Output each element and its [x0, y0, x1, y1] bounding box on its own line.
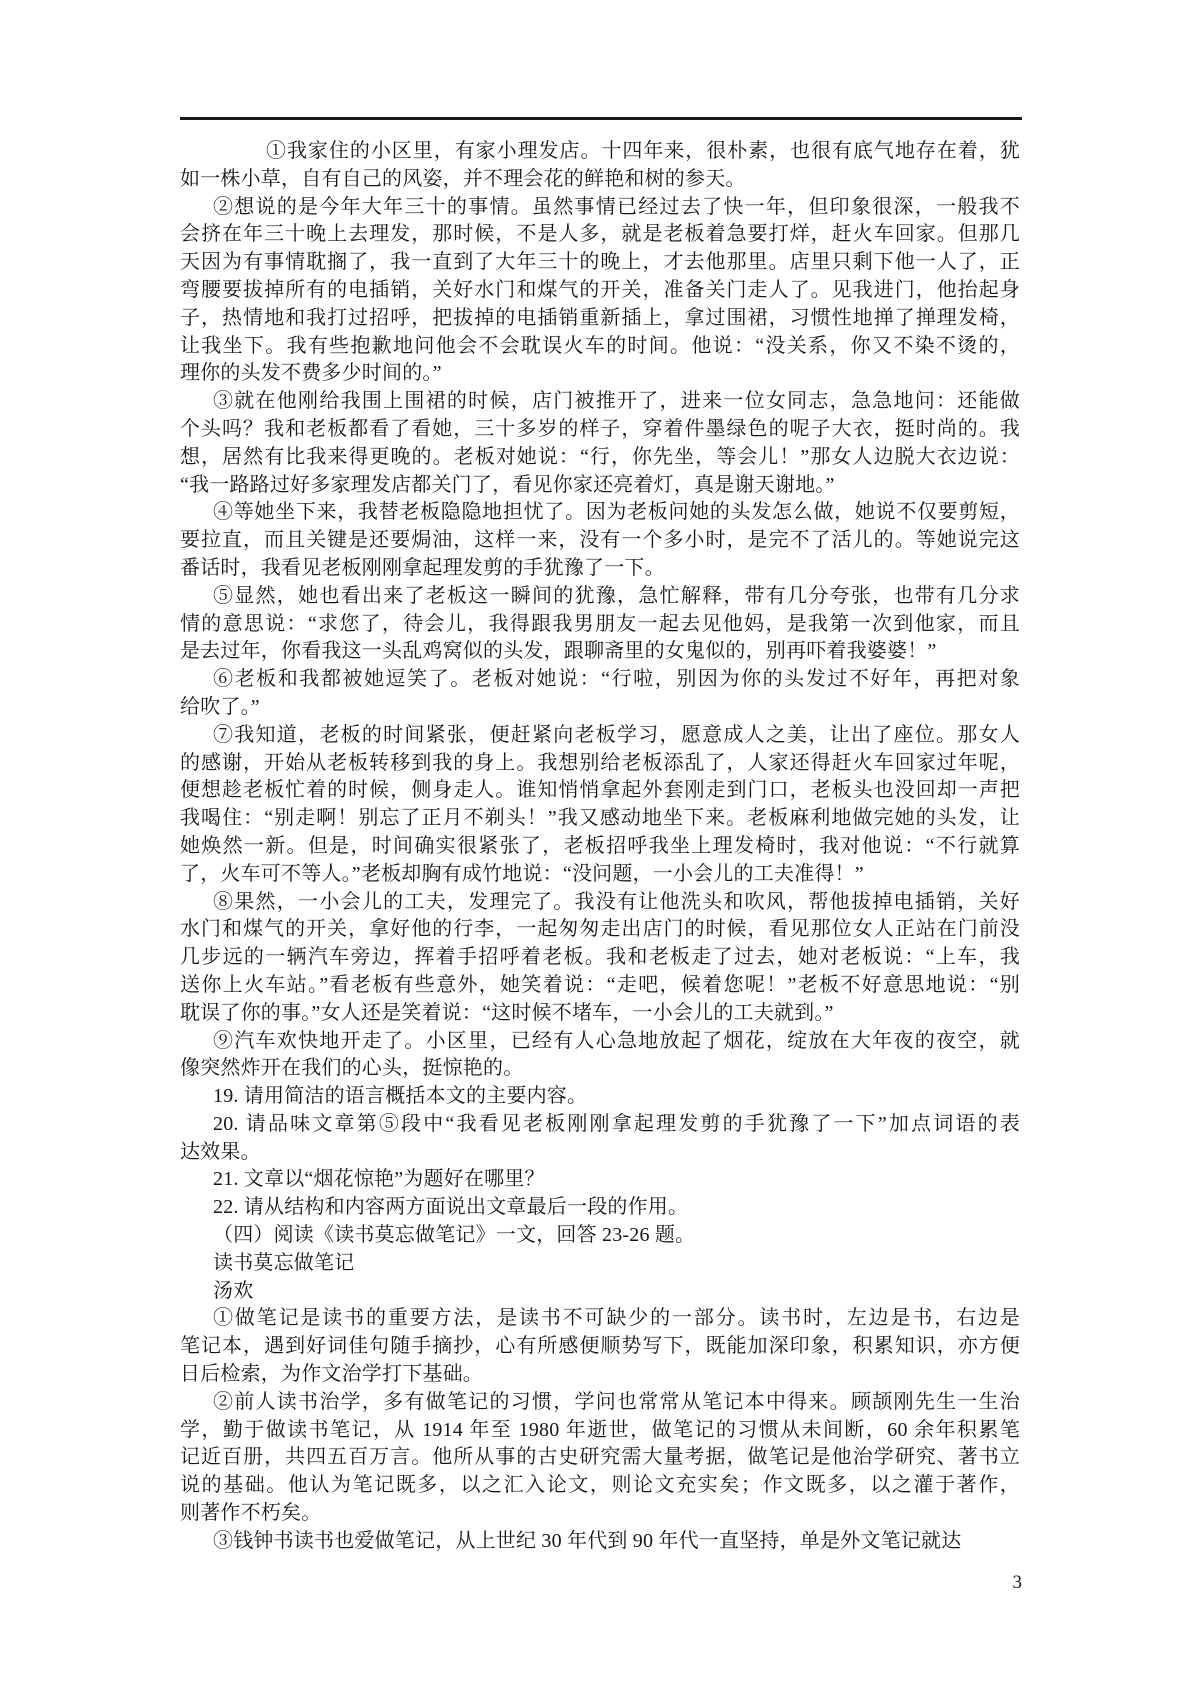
text-line: 个头吗？我和老板都看了看她，三十多岁的样子，穿着件墨绿色的呢子大衣，挺时尚的。我 — [180, 417, 1020, 440]
text-line: 像突然炸开在我们的心头，挺惊艳的。 — [180, 1057, 524, 1080]
text-line: ⑥老板和我都被她逗笑了。老板对她说：“行啦，别因为你的头发过不好年，再把对象 — [213, 668, 1020, 691]
text-line: 达效果。 — [180, 1140, 261, 1163]
text-line: 情的意思说：“求您了，待会儿，我得跟我男朋友一起去见他妈，是我第一次到他家，而且 — [180, 612, 1020, 635]
text-line: 给吹了。” — [180, 695, 260, 718]
text-line: 会挤在年三十晚上去理发，那时候，不是人多，就是老板着急要打烊，赶火车回家。但那几 — [180, 223, 1020, 246]
text-line: 的感谢，开始从老板转移到我的身上。我想别给老板添乱了，人家还得赶火车回家过年呢， — [180, 751, 1020, 774]
text-line: 理你的头发不费多少时间的。” — [180, 362, 442, 385]
text-line: 让我坐下。我有些抱歉地问他会不会耽误火车的时间。他说：“没关系，你又不染不烫的， — [180, 334, 1020, 357]
text-line: 水门和煤气的开关，拿好他的行李，一起匆匆走出店门的时候，看见那位女人正站在门前没 — [180, 918, 1020, 941]
text-line: 送你上火车站。”看老板有些意外，她笑着说：“走吧，候着您呢！”老板不好意思地说：“别 — [180, 973, 1020, 996]
text-line: 22. 请从结构和内容两方面说出文章最后一段的作用。 — [213, 1196, 689, 1219]
text-line: 说的基础。他认为笔记既多，以之汇入论文，则论文充实矣；作文既多，以之灌于著作， — [180, 1474, 1020, 1497]
text-line: 弯腰要拔掉所有的电插销，关好水门和煤气的开关，准备关门走人了。见我进门，他抬起身 — [180, 278, 1020, 301]
text-line: 则著作不朽矣。 — [180, 1502, 322, 1525]
text-line: ③钱钟书读书也爱做笔记，从上世纪 30 年代到 90 年代一直坚持，单是外文笔记就达 — [213, 1529, 962, 1552]
text-line: 她焕然一新。但是，时间确实很紧张了，老板招呼我坐上理发椅时，我对他说：“不行就算 — [180, 834, 1020, 857]
text-line: （四）阅读《读书莫忘做笔记》一文，回答 23-26 题。 — [213, 1224, 696, 1247]
text-line: ①做笔记是读书的重要方法，是读书不可缺少的一部分。读书时，左边是书，右边是 — [213, 1307, 1020, 1330]
text-line: ②前人读书治学，多有做笔记的习惯，学问也常常从笔记本中得来。顾颉刚先生一生治 — [213, 1390, 1020, 1413]
header-rule — [180, 117, 1022, 120]
text-line: 学，勤于做读书笔记，从 1914 年至 1980 年逝世，做笔记的习惯从未间断，60 余年积累笔 — [180, 1418, 1020, 1441]
text-line: ②想说的是今年大年三十的事情。虽然事情已经过去了快一年，但印象很深，一般我不 — [213, 195, 1020, 218]
text-line: ⑧果然，一小会儿的工夫，发理完了。我没有让他洗头和吹风，帮他拔掉电插销，关好 — [213, 890, 1020, 913]
text-line: 20. 请品味文章第⑤段中“我看见老板刚刚拿起理发剪的手犹豫了一下”加点词语的表 — [213, 1112, 1020, 1135]
text-line: ①我家住的小区里，有家小理发店。十四年来，很朴素，也很有底气地存在着，犹 — [266, 140, 1020, 162]
text-line: 想，居然有比我来得更晚的。老板对她说：“行，你先坐，等会儿！”那女人边脱大衣边说： — [180, 445, 1020, 468]
text-line: ④等她坐下来，我替老板隐隐地担忧了。因为老板问她的头发怎么做，她说不仅要剪短， — [213, 501, 1020, 524]
text-line: 要拉直，而且关键是还要焗油，这样一来，没有一个多小时，是完不了活儿的。等她说完这 — [180, 529, 1020, 552]
text-line: 番话时，我看见老板刚刚拿起理发剪的手犹豫了一下。 — [180, 556, 665, 579]
text-line: ⑤显然，她也看出来了老板这一瞬间的犹豫，急忙解释，带有几分夸张，也带有几分求 — [213, 584, 1020, 607]
text-line: 日后检索，为作文治学打下基础。 — [180, 1363, 483, 1386]
text-line: 汤欢 — [213, 1279, 254, 1302]
text-line: ⑨汽车欢快地开走了。小区里，已经有人心急地放起了烟花，绽放在大年夜的夜空，就 — [213, 1029, 1020, 1052]
text-line: ⑦我知道，老板的时间紧张，便赶紧向老板学习，愿意成人之美，让出了座位。那女人 — [213, 723, 1020, 746]
text-line: 笔记本，遇到好词佳句随手摘抄，心有所感便顺势写下，既能加深印象，积累知识，亦方便 — [180, 1335, 1020, 1358]
text-line: 19. 请用简洁的语言概括本文的主要内容。 — [213, 1085, 588, 1108]
text-line: 几步远的一辆汽车旁边，挥着手招呼着老板。我和老板走了过去，她对老板说：“上车，我 — [180, 946, 1020, 969]
text-line: ③就在他刚给我围上围裙的时候，店门被推开了，进来一位女同志，急急地问：还能做 — [213, 390, 1020, 413]
page-number: 3 — [1012, 1572, 1022, 1593]
text-line: 21. 文章以“烟花惊艳”为题好在哪里？ — [213, 1168, 545, 1191]
text-line: 是去过年，你看我这一头乱鸡窝似的头发，跟聊斋里的女鬼似的，别再吓着我婆婆！” — [180, 640, 937, 663]
text-line: 子，热情地和我打过招呼，把拔掉的电插销重新插上，拿过围裙，习惯性地掸了掸理发椅， — [180, 306, 1020, 329]
text-line: 读书莫忘做笔记 — [213, 1251, 355, 1274]
text-line: 如一株小草，自有自己的风姿，并不理会花的鲜艳和树的参天。 — [180, 167, 746, 190]
text-line: 便想趁老板忙着的时候，侧身走人。谁知悄悄拿起外套刚走到门口，老板头也没回却一声把 — [180, 779, 1020, 802]
text-line: 了，火车可不等人。”老板却胸有成竹地说：“没问题，一小会儿的工夫准得！” — [180, 862, 864, 885]
text-line: 天因为有事情耽搁了，我一直到了大年三十的晚上，才去他那里。店里只剩下他一人了，正 — [180, 251, 1020, 274]
document-body — [180, 138, 1020, 1556]
text-line: 耽误了你的事。”女人还是笑着说：“这时候不堵车，一小会儿的工夫就到。” — [180, 1001, 834, 1024]
text-line: 记近百册，共四五百万言。他所从事的古史研究需大量考据，做笔记是他治学研究、著书立 — [180, 1446, 1020, 1469]
text-line: 我喝住：“别走啊！别忘了正月不剃头！”我又感动地坐下来。老板麻利地做完她的头发，让 — [180, 807, 1020, 830]
text-line: “我一路路过好多家理发店都关门了，看见你家还亮着灯，真是谢天谢地。” — [180, 473, 835, 496]
